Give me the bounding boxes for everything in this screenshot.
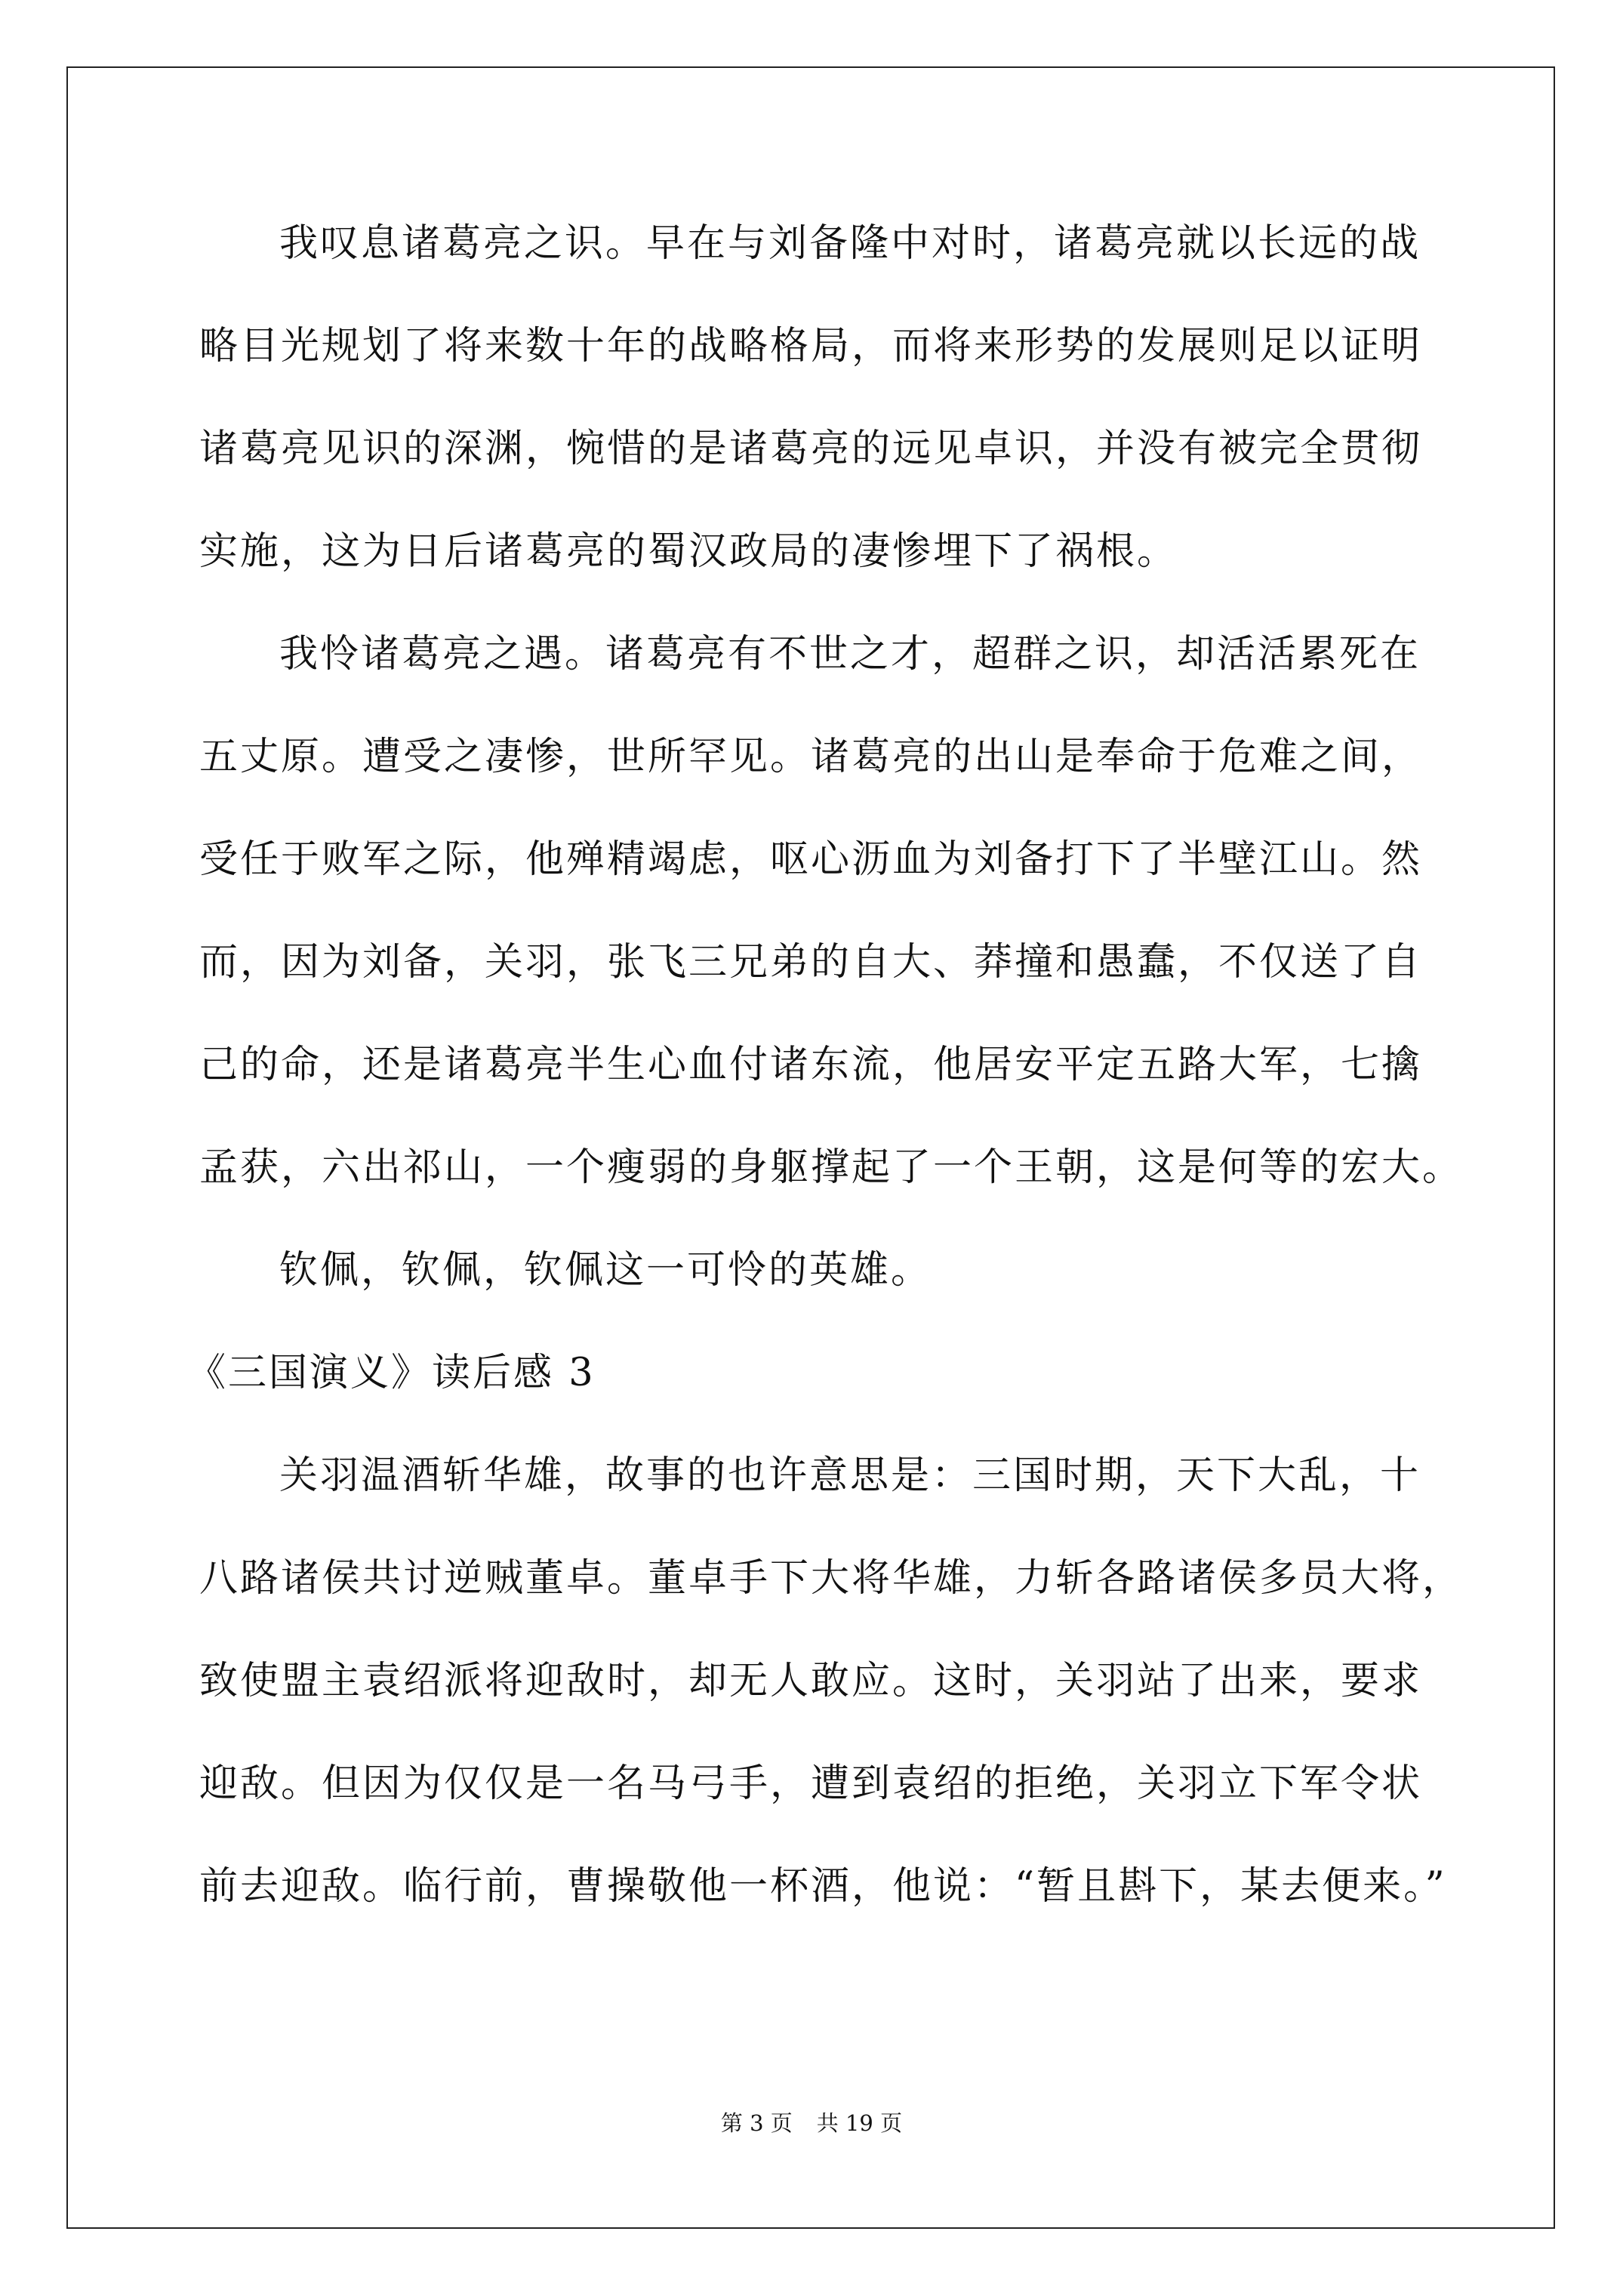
text-line-15: 致使盟主袁绍派将迎敌时，却无人敢应。这时，关羽站了出来，要求 <box>199 1659 1423 1703</box>
text-line-16: 迎敌。但因为仅仅是一名马弓手，遭到袁绍的拒绝，关羽立下军令状 <box>199 1761 1423 1806</box>
text-line-13: 关羽温酒斩华雄，故事的也许意思是：三国时期，天下大乱，十 <box>279 1453 1421 1498</box>
text-line-6: 五丈原。遭受之凄惨，世所罕见。诸葛亮的出山是奉命于危难之间， <box>199 735 1423 779</box>
document-body <box>187 219 1464 1965</box>
page-total: 共 19 页 <box>816 2110 903 2136</box>
text-line-5: 我怜诸葛亮之遇。诸葛亮有不世之才，超群之识，却活活累死在 <box>279 632 1421 676</box>
text-line-2: 略目光规划了将来数十年的战略格局，而将来形势的发展则足以证明 <box>199 324 1423 368</box>
text-line-1: 我叹息诸葛亮之识。早在与刘备隆中对时，诸葛亮就以长远的战 <box>279 221 1421 266</box>
text-line-3: 诸葛亮见识的深渊，惋惜的是诸葛亮的远见卓识，并没有被完全贯彻 <box>199 427 1423 471</box>
text-line-10: 孟获，六出祁山，一个瘦弱的身躯撑起了一个王朝，这是何等的宏大。 <box>199 1145 1464 1190</box>
text-line-14: 八路诸侯共讨逆贼董卓。董卓手下大将华雄，力斩各路诸侯多员大将， <box>199 1556 1464 1601</box>
text-line-8: 而，因为刘备，关羽，张飞三兄弟的自大、莽撞和愚蠢，不仅送了自 <box>199 940 1423 985</box>
text-line-7: 受任于败军之际，他殚精竭虑，呕心沥血为刘备打下了半壁江山。然 <box>199 837 1423 882</box>
section-heading: 《三国演义》读后感 3 <box>187 1351 596 1395</box>
page-number: 第 3 页 <box>720 2110 793 2136</box>
page-footer <box>0 2110 1623 2137</box>
text-line-9: 己的命，还是诸葛亮半生心血付诸东流，他居安平定五路大军，七擒 <box>199 1043 1423 1087</box>
text-line-4: 实施，这为日后诸葛亮的蜀汉政局的凄惨埋下了祸根。 <box>199 529 1178 574</box>
text-line-17: 前去迎敌。临行前，曹操敬他一杯酒，他说：“暂且斟下，某去便来。” <box>199 1864 1447 1909</box>
text-line-11: 钦佩，钦佩，钦佩这一可怜的英雄。 <box>279 1248 932 1293</box>
